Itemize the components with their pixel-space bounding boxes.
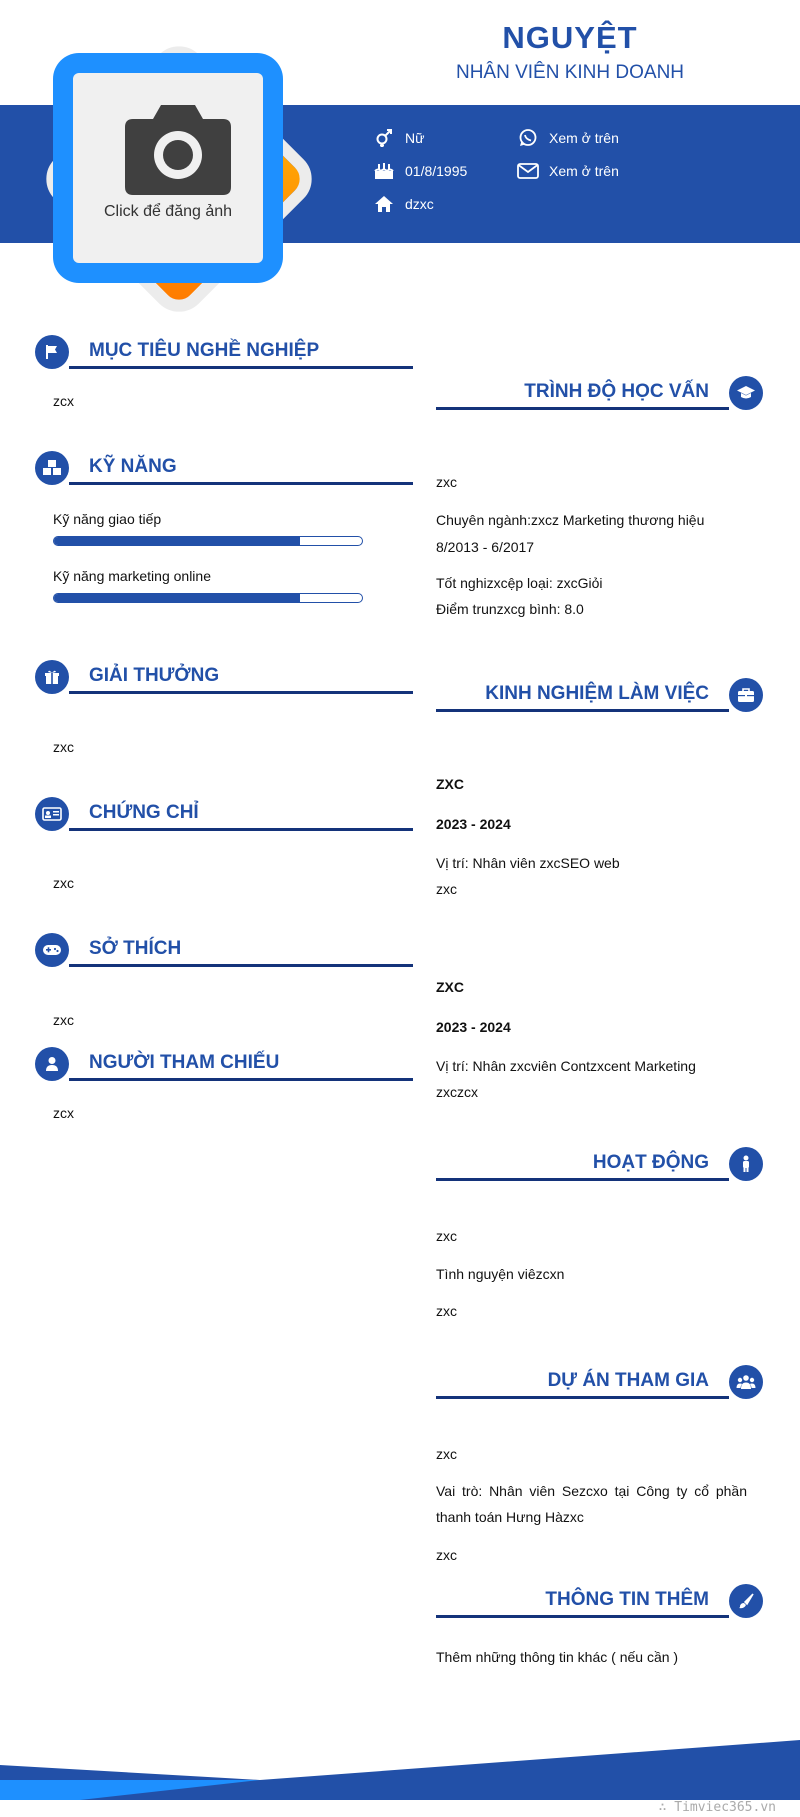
section-title: CHỨNG CHỈ — [89, 802, 199, 823]
email-row — [517, 161, 619, 181]
job-position[interactable]: Vị trí: Nhân viên zxcSEO web — [436, 855, 620, 871]
job-description[interactable]: zxczcx — [436, 1084, 478, 1100]
education-major[interactable]: Chuyên ngành:zxcz Marketing thương hiệu — [436, 512, 705, 528]
gamepad-icon — [35, 933, 69, 967]
cubes-icon — [35, 451, 69, 485]
references-text[interactable]: zcx — [53, 1105, 74, 1121]
objective-text[interactable]: zcx — [53, 393, 74, 409]
activity-role[interactable]: Tình nguyện viêzcxn — [436, 1266, 565, 1282]
user-icon — [35, 1047, 69, 1081]
birthday-value[interactable]: 01/8/1995 — [405, 163, 468, 179]
job-description[interactable]: zxc — [436, 881, 457, 897]
person-icon — [729, 1147, 763, 1181]
envelope-icon — [517, 161, 539, 181]
section-divider — [436, 709, 729, 712]
section-title: DỰ ÁN THAM GIA — [547, 1370, 709, 1391]
skill-level-fill — [54, 537, 300, 545]
section-divider — [69, 366, 413, 369]
section-divider — [69, 964, 413, 967]
section-divider — [436, 407, 729, 410]
job-period[interactable]: 2023 - 2024 — [436, 1019, 511, 1035]
section-title: TRÌNH ĐỘ HỌC VẤN — [524, 381, 709, 402]
candidate-name[interactable]: NGUYỆT — [502, 20, 638, 55]
section-title: GIẢI THƯỞNG — [89, 665, 220, 686]
gender-icon — [373, 128, 395, 148]
awards-text[interactable]: zxc — [53, 739, 74, 755]
phone-row — [517, 128, 619, 148]
birthday-row — [373, 161, 467, 181]
section-title: KỸ NĂNG — [89, 456, 177, 477]
briefcase-icon — [729, 678, 763, 712]
candidate-job-title[interactable]: NHÂN VIÊN KINH DOANH — [455, 62, 685, 83]
graduation-cap-icon — [729, 376, 763, 410]
paint-brush-icon — [729, 1584, 763, 1618]
job-company[interactable]: ZXC — [436, 776, 464, 792]
gender-row — [373, 128, 424, 148]
home-icon — [373, 194, 395, 214]
section-divider — [69, 691, 413, 694]
skill-level-fill — [54, 594, 300, 602]
section-title: KINH NGHIỆM LÀM VIỆC — [485, 683, 709, 704]
address-row — [373, 194, 434, 214]
section-title: HOẠT ĐỘNG — [592, 1152, 709, 1173]
job-company[interactable]: ZXC — [436, 979, 464, 995]
email-value[interactable]: Xem ở trên — [549, 163, 619, 179]
project-description[interactable]: zxc — [436, 1547, 457, 1563]
section-title: MỤC TIÊU NGHỀ NGHIỆP — [89, 340, 320, 361]
hobbies-text[interactable]: zxc — [53, 1012, 74, 1028]
education-school[interactable]: zxc — [436, 474, 457, 490]
skill-name[interactable]: Kỹ năng marketing online — [53, 568, 211, 584]
whatsapp-icon — [517, 128, 539, 148]
project-name[interactable]: zxc — [436, 1446, 457, 1462]
gender-value[interactable]: Nữ — [405, 130, 425, 146]
education-gpa[interactable]: Điểm trunzxcg bình: 8.0 — [436, 601, 584, 617]
certificates-text[interactable]: zxc — [53, 875, 74, 891]
job-position[interactable]: Vị trí: Nhân zxcviên Contzxcent Marketing — [436, 1058, 696, 1074]
activity-description[interactable]: zxc — [436, 1303, 457, 1319]
section-divider — [436, 1178, 729, 1181]
gift-icon — [35, 660, 69, 694]
section-divider — [69, 1078, 413, 1081]
activity-org[interactable]: zxc — [436, 1228, 457, 1244]
avatar-upload-label: Click để đăng ảnh — [103, 203, 233, 220]
avatar-upload[interactable] — [25, 25, 310, 310]
more-info-text[interactable]: Thêm những thông tin khác ( nếu cần ) — [436, 1649, 679, 1665]
users-group-icon — [729, 1365, 763, 1399]
birthday-cake-icon — [373, 161, 395, 181]
address-value[interactable]: dzxc — [405, 196, 434, 212]
skill-name[interactable]: Kỹ năng giao tiếp — [53, 511, 162, 527]
watermark: ∴ Timviec365.vn — [658, 1800, 776, 1815]
skill-level-bar — [53, 593, 363, 603]
section-divider — [69, 482, 413, 485]
section-divider — [436, 1615, 729, 1618]
section-divider — [69, 828, 413, 831]
avatar-placeholder[interactable] — [73, 73, 263, 263]
phone-value[interactable]: Xem ở trên — [549, 130, 619, 146]
project-role[interactable]: Vai trò: Nhân viên Sezcxo tại Công ty cổ phần thanh toán Hưng Hàzxc — [436, 1483, 747, 1525]
education-period[interactable]: 8/2013 - 6/2017 — [436, 539, 535, 555]
camera-icon — [123, 101, 233, 202]
section-title: THÔNG TIN THÊM — [545, 1589, 709, 1610]
job-period[interactable]: 2023 - 2024 — [436, 816, 511, 832]
footer-wave-decoration — [0, 1740, 800, 1800]
flag-icon — [35, 335, 69, 369]
education-grade[interactable]: Tốt nghizxcệp loại: zxcGiỏi — [436, 575, 603, 591]
skill-level-bar — [53, 536, 363, 546]
section-title: SỞ THÍCH — [89, 938, 182, 959]
id-card-icon — [35, 797, 69, 831]
section-divider — [436, 1396, 729, 1399]
section-title: NGƯỜI THAM CHIẾU — [89, 1052, 280, 1073]
